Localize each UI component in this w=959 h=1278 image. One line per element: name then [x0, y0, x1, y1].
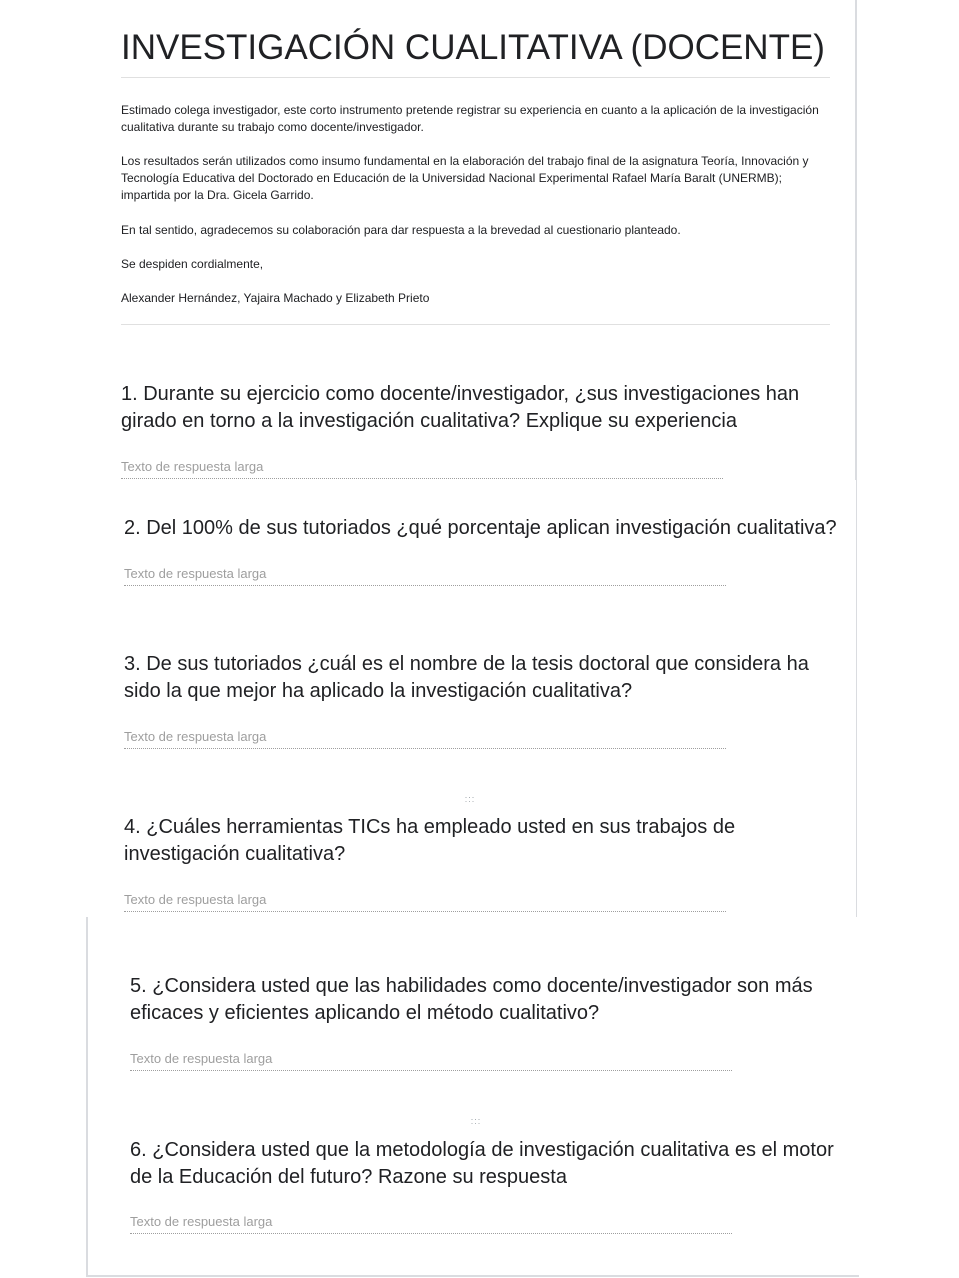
form-title: INVESTIGACIÓN CUALITATIVA (DOCENTE): [121, 28, 825, 67]
question-5-title: 5. ¿Considera usted que las habilidades como docente/investigador son más eficaces y eficientes aplicando el método cualitativo?: [130, 975, 813, 1024]
answer-placeholder: Texto de respuesta larga: [130, 1214, 273, 1229]
question-1-answer-field[interactable]: [121, 458, 723, 479]
question-4-title: 4. ¿Cuáles herramientas TICs ha empleado usted en sus trabajos de investigación cualitativa?: [124, 816, 736, 865]
answer-placeholder: Texto de respuesta larga: [121, 459, 264, 474]
answer-placeholder: Texto de respuesta larga: [124, 729, 267, 744]
drag-handle-icon[interactable]: :::: [470, 1116, 482, 1126]
question-2-title: 2. Del 100% de sus tutoriados ¿qué porcentaje aplican investigación cualitativa?: [124, 517, 837, 539]
question-1-title: 1. Durante su ejercicio como docente/investigador, ¿sus investigaciones han girado en torno a la investigación cualitativa? Explique su experiencia: [121, 383, 800, 432]
description-paragraph-2: Los resultados serán utilizados como insumo fundamental en la elaboración del trabajo final de la asignatura Teoría, Innovación y Tecnología Educativa del Doctorado en Educación de la Universidad Nacional Experimental Rafael María Baralt (UNERMB); impartida por la Dra. Gicela Garrido.: [121, 154, 809, 202]
question-6-title: 6. ¿Considera usted que la metodología de investigación cualitativa es el motor de la Educación del futuro? Razone su respuesta: [130, 1139, 834, 1188]
answer-placeholder: Texto de respuesta larga: [124, 892, 267, 907]
description-divider: [121, 324, 830, 325]
question-3-answer-field[interactable]: [124, 728, 726, 749]
question-2-answer-field[interactable]: [124, 565, 726, 586]
question-5-answer-field[interactable]: [130, 1050, 732, 1071]
description-closing: Se despiden cordialmente,: [121, 257, 264, 271]
description-paragraph-3: En tal sentido, agradecemos su colaboración para dar respuesta a la brevedad al cuestionario planteado.: [121, 223, 681, 237]
question-4-answer-field[interactable]: [124, 891, 726, 912]
answer-placeholder: Texto de respuesta larga: [124, 566, 267, 581]
question-3-title: 3. De sus tutoriados ¿cuál es el nombre de la tesis doctoral que considera ha sido la que mejor ha aplicado la investigación cualitativa?: [124, 653, 809, 702]
description-paragraph-1: Estimado colega investigador, este corto instrumento pretende registrar su experiencia en cuanto a la aplicación de la investigación cualitativa durante su trabajo como docente/investigador.: [121, 103, 819, 134]
answer-placeholder: Texto de respuesta larga: [130, 1051, 273, 1066]
title-divider: [121, 77, 830, 78]
question-6-answer-field[interactable]: [130, 1213, 732, 1234]
description-authors: Alexander Hernández, Yajaira Machado y Elizabeth Prieto: [121, 291, 430, 305]
drag-handle-icon[interactable]: :::: [464, 794, 476, 804]
